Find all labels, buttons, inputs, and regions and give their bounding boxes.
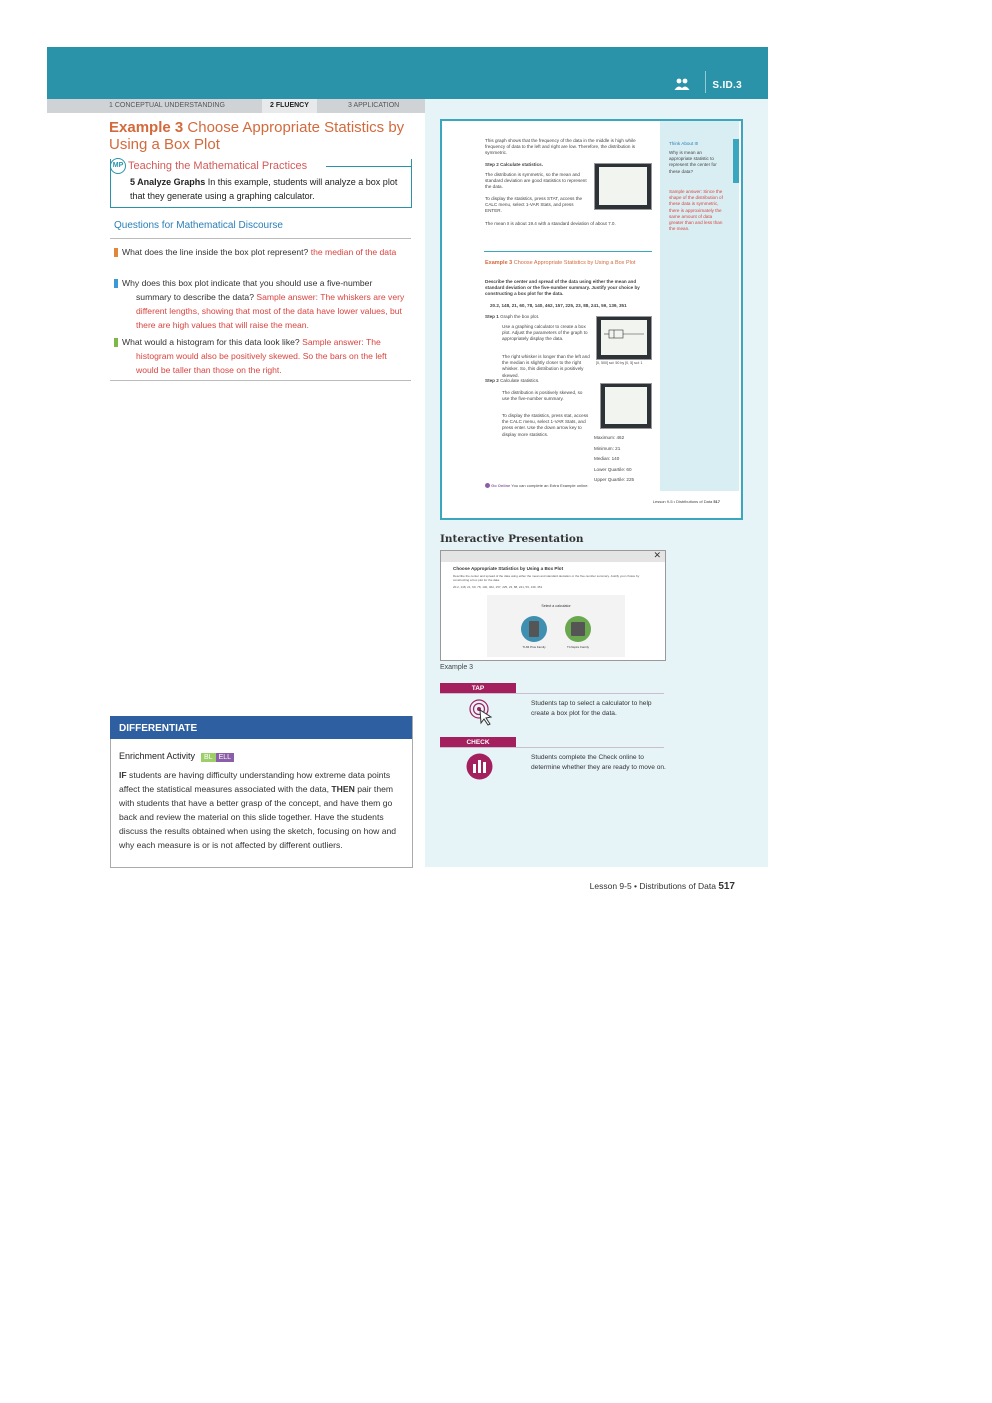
sp-data-list-text: 20.2, 148, 21, 60, 78, 140, 462, 157, 225, 23, 88, 241, 59, 139, 351 xyxy=(490,303,627,308)
sp-step2b xyxy=(485,378,585,384)
sp-step2b-title: Calculate statistics. xyxy=(500,378,540,383)
differentiate-text xyxy=(119,768,404,852)
mp-icon: MP xyxy=(110,158,126,174)
think-about-it: Think About It! xyxy=(669,141,699,146)
tap-rule xyxy=(440,693,664,694)
header-band xyxy=(47,47,768,99)
five-number-summary xyxy=(594,433,654,486)
mp-rule xyxy=(326,166,412,167)
tap-label: TAP xyxy=(440,683,516,694)
sp-step2 xyxy=(485,162,590,168)
think-answer: Sample answer: Since the shape of the distribution of these data is symmetric, there is approximately the same amount of data greater than and less than the mean. xyxy=(669,189,723,232)
differentiate-heading xyxy=(110,716,412,739)
enrichment-activity xyxy=(119,751,234,762)
slide-title: Choose Appropriate Statistics by Using a Box Plot xyxy=(453,566,564,571)
tab-conceptual-understanding[interactable]: 1 CONCEPTUAL UNDERSTANDING xyxy=(109,102,225,109)
calculator-selector xyxy=(487,595,625,657)
sp-step2-label: Step 2 xyxy=(485,162,499,167)
tab-application[interactable]: 3 APPLICATION xyxy=(348,102,400,109)
sp-example-heading: Choose Appropriate Statistics by Using a Box Plot xyxy=(513,260,636,266)
go-online-label: Go Online xyxy=(491,483,511,488)
sp-rule xyxy=(484,251,652,252)
tab-bar xyxy=(47,99,425,113)
sp-step2-text: The distribution is symmetric, so the mean and standard deviation are good statistics to represent the data. xyxy=(485,172,587,190)
sp-step2-title: Calculate statistics. xyxy=(500,162,543,167)
mp-description: In this example, students will analyze a box plot that they generate using a graphing calculator. xyxy=(130,177,398,201)
if-label: IF xyxy=(119,770,127,780)
question-text: What would a histogram for this data look like? xyxy=(122,337,300,347)
check-label: CHECK xyxy=(440,737,516,748)
sp-step1-text2: The right whisker is longer than the left and the median is slightly closer to the right whisker. So, this distribution is positively skewed. xyxy=(502,354,590,378)
select-calculator-label: Select a calculator xyxy=(541,604,571,608)
ti84-option[interactable] xyxy=(521,616,547,642)
ti84-label: TI-84 Plus Family xyxy=(522,645,546,649)
sp-step1 xyxy=(485,314,585,320)
mp-heading-text: Teaching the Mathematical Practices xyxy=(128,159,308,172)
tap-icon xyxy=(469,699,493,727)
sp-step2b-text2: To display the statistics, press stat, access the CALC menu, select 1-VAR Stats, and press enter. Use the down arrow key to display more statistics. xyxy=(502,413,589,437)
answer-text: Sample answer: The whiskers are very different lengths, showing that most of the data have lower values, but there are high values that will raise the mean. xyxy=(136,292,405,330)
sp-footer-page: 517 xyxy=(713,499,720,504)
sp-intro: This graph shows that the frequency of the data in the middle is high while frequency of data to the left and right are low. Therefore, the distribution is symmetric. xyxy=(485,138,636,156)
sp-step1-label: Step 1 xyxy=(485,314,499,319)
standard-code: S.ID.3 xyxy=(712,80,742,91)
level-badge-bl: BL xyxy=(114,338,118,347)
think-question: Why is mean an appropriate statistic to represent the center for these data? xyxy=(669,150,717,174)
answer-text: Sample answer: The histogram would also be positively skewed. So the bars on the left would be taller than those on the right. xyxy=(136,337,387,375)
mp-text xyxy=(130,175,400,203)
sidebar-strip xyxy=(733,139,739,183)
calculator-screen-2 xyxy=(600,383,652,429)
slide-data: 20.2, 148, 21, 60, 78, 140, 462, 157, 225, 23, 88, 241, 59, 139, 351 xyxy=(453,585,543,589)
go-online-text: You can complete an Extra Example online. xyxy=(511,483,589,488)
slide-caption: Example 3 xyxy=(440,664,474,671)
tap-text: Students tap to select a calculator to help create a box plot for the data. xyxy=(531,700,652,717)
question-text: What does the line inside the box plot represent? xyxy=(122,247,309,257)
boxplot-mini xyxy=(601,320,647,355)
discourse-bottom-rule xyxy=(110,380,411,381)
window-note: [0, 500] scl: 50 by [0, 5] scl: 1 xyxy=(596,361,643,365)
tab-fluency[interactable]: 2 FLUENCY xyxy=(262,99,317,113)
badge-bl: BL xyxy=(201,753,216,762)
differentiate-heading-text: DIFFERENTIATE xyxy=(119,723,198,734)
summary-minimum: Minimum: 21 xyxy=(594,445,621,451)
level-badge-al: AL xyxy=(114,248,118,257)
tinspire-option[interactable] xyxy=(565,616,591,642)
sp-display-text: To display the statistics, press STAT, access the CALC menu, select 1-VAR Stats, and press ENTER. xyxy=(485,196,583,214)
sp-footer xyxy=(610,499,720,505)
then-label: THEN xyxy=(331,784,355,794)
sp-step1-text: Use a graphing calculator to create a box plot. Adjust the parameters of the graph to appropriately display the data. xyxy=(502,324,588,342)
level-badge-ol: OL xyxy=(114,279,118,288)
sp-example-title xyxy=(485,260,653,267)
example-heading: Choose Appropriate Statistics by Using a Box Plot xyxy=(109,119,405,153)
interactive-presentation-heading: Interactive Presentation xyxy=(440,533,584,545)
sp-prompt-text: Describe the center and spread of the data using either the mean and standard deviation or the five-number summary. Justify your choice by constructing a box plot for the data. xyxy=(485,279,640,297)
sp-footer-text: Lesson 9-5 • Distributions of Data xyxy=(652,499,713,504)
calculator-screen-1 xyxy=(594,163,652,210)
go-online xyxy=(485,483,635,489)
discourse-item-bl xyxy=(94,335,409,377)
slide-toolbar xyxy=(441,551,665,562)
sp-prompt xyxy=(485,279,650,298)
check-chart-icon xyxy=(466,753,493,780)
summary-upper-quartile: Upper Quartile: 225 xyxy=(594,477,635,483)
sp-data-list xyxy=(490,303,652,309)
activity-title: Enrichment Activity xyxy=(119,751,196,761)
student-page-sidebar xyxy=(660,121,739,491)
interactive-slide[interactable] xyxy=(440,550,666,661)
discourse-item-ol xyxy=(94,276,409,332)
page-number: 517 xyxy=(718,881,735,892)
example-label: Example 3 xyxy=(109,119,184,136)
then-text: pair them with students that have a better grasp of the concept, and have them go back and review the material on this slide together. Have the students discuss the results obtained when using the sketch, focusing on how and why each measure is or is not affected by different outliers. xyxy=(119,784,397,850)
example-title xyxy=(109,119,409,153)
sp-step2b-label: Step 2 xyxy=(485,378,499,383)
slide-text: Describe the center and spread of the data using either the mean and standard deviation or the five-number summary. Justify your choice by constructing a box plot for the data. xyxy=(453,574,640,582)
question-text: Why does this box plot indicate that you should use a five-number summary to describe the data? xyxy=(122,278,373,302)
discourse-heading: Questions for Mathematical Discourse xyxy=(114,220,283,231)
discourse-rule xyxy=(110,238,411,239)
check-text: Students complete the Check online to determine whether they are ready to move on. xyxy=(531,754,666,771)
sp-example-label: Example 3 xyxy=(485,260,513,266)
header-divider xyxy=(705,71,706,93)
discourse-item-al xyxy=(94,245,409,259)
answer-text: the median of the data xyxy=(310,247,397,257)
close-icon[interactable]: ✕ xyxy=(653,550,661,560)
footer-text: Lesson 9-5 • Distributions of Data xyxy=(589,881,716,891)
sp-step1-title: Graph the box plot. xyxy=(500,314,540,319)
mp-heading xyxy=(110,158,307,174)
summary-maximum: Maximum: 462 xyxy=(594,435,625,440)
sp-mean-text: The mean x̄ is about 19.4 with a standard deviation of about 7.0. xyxy=(485,221,616,226)
summary-median: Median: 140 xyxy=(594,456,620,462)
tinspire-label: TI-Nspire Family xyxy=(566,645,589,649)
if-text: students are having difficulty understanding how extreme data points affect the statistical measures associated with the data, xyxy=(119,770,391,794)
calculator-boxplot-screen xyxy=(596,316,652,360)
check-rule xyxy=(440,747,664,748)
badge-ell: ELL xyxy=(216,753,234,762)
mp-practice: 5 Analyze Graphs xyxy=(130,177,206,187)
sp-step2b-text: The distribution is positively skewed, so use the five-number summary. xyxy=(502,390,583,402)
people-icon xyxy=(674,77,690,91)
summary-lower-quartile: Lower Quartile: 60 xyxy=(594,466,632,472)
page-footer xyxy=(560,881,735,892)
go-online-icon xyxy=(485,483,490,488)
